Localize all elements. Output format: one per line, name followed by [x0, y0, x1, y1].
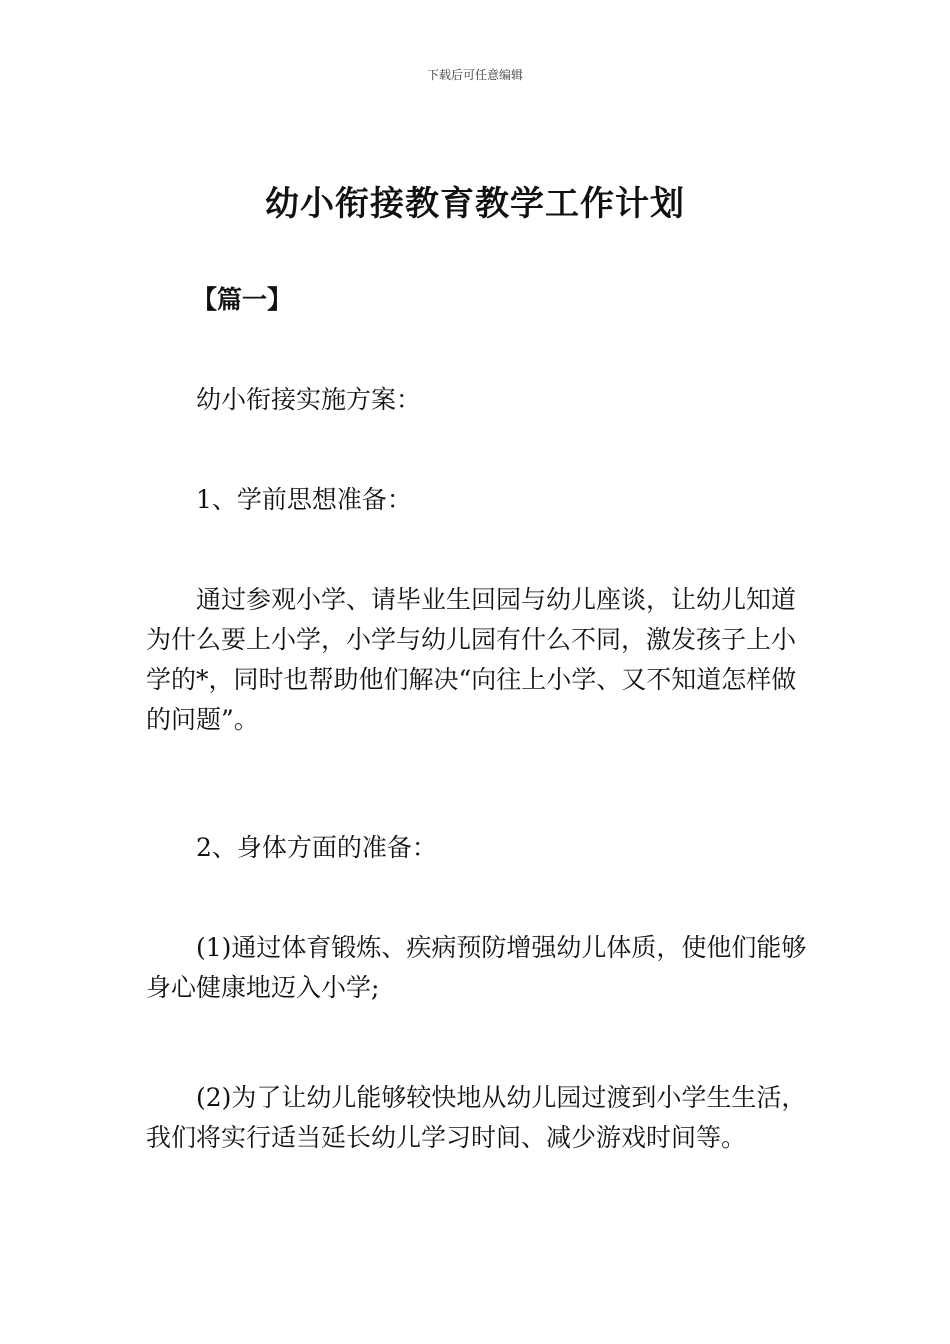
paragraph-item-2-sub-1	[146, 928, 810, 1008]
paragraph-item-1-heading	[146, 480, 810, 520]
header-note: 下载后可任意编辑	[426, 68, 523, 82]
paragraph-item-2-sub-2	[146, 1078, 826, 1158]
paragraph-item-1-body	[146, 580, 810, 740]
paragraph-item-2-heading	[146, 828, 810, 868]
paragraph-text: 1、学前思想准备：	[196, 485, 412, 514]
section-heading: 【篇一】	[192, 285, 293, 314]
paragraph-text: 幼小衔接实施方案：	[196, 385, 422, 414]
page-title: 幼小衔接教育教学工作计划	[265, 184, 685, 224]
paragraph-text: 2、身体方面的准备：	[196, 833, 437, 862]
paragraph-text: 通过参观小学、请毕业生回园与幼儿座谈，让幼儿知道为什么要上小学，小学与幼儿园有什么不同，激发孩子上小学的*，同时也帮助他们解决“向往上小学、又不知道怎样做的问题”。	[146, 585, 797, 734]
paragraph-plan-intro	[146, 380, 810, 420]
paragraph-text: (1)通过体育锻炼、疾病预防增强幼儿体质，使他们能够身心健康地迈入小学;	[146, 933, 807, 1002]
paragraph-text: (2)为了让幼儿能够较快地从幼儿园过渡到小学生生活，我们将实行适当延长幼儿学习时间、减少游戏时间等。	[146, 1083, 807, 1152]
